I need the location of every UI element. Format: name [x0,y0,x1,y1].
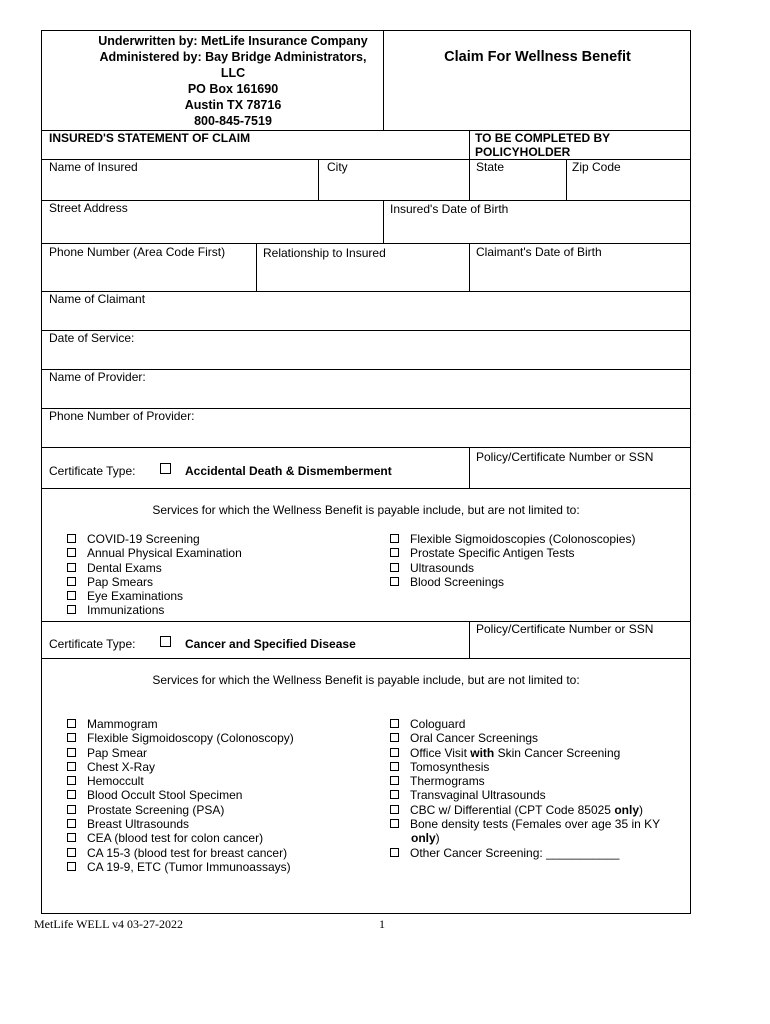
list-item[interactable]: Prostate Screening (PSA) [67,803,294,817]
cancer-disease-checkbox[interactable] [160,636,171,647]
list-item[interactable]: CBC w/ Differential (CPT Code 85025 only) [390,803,660,817]
list-item-continuation: only) [411,831,440,846]
checkbox-icon[interactable] [390,719,399,728]
list-item[interactable]: Prostate Specific Antigen Tests [390,546,635,560]
checkbox-icon[interactable] [67,862,76,871]
checkbox-icon[interactable] [67,605,76,614]
list-item[interactable]: Dental Exams [67,561,242,575]
claimant-dob-field[interactable]: Claimant's Date of Birth [476,245,602,259]
name-of-claimant-field[interactable]: Name of Claimant [49,292,146,306]
phone-text: 800-845-7519 [194,114,272,128]
cancer-disease-label: Cancer and Specified Disease [185,637,356,651]
list-item[interactable]: Annual Physical Examination [67,546,242,560]
date-of-service-field[interactable]: Date of Service: [49,331,135,345]
checkbox-icon[interactable] [390,563,399,572]
policyholder-heading: TO BE COMPLETED BY POLICYHOLDER [475,131,611,159]
po-box-text: PO Box 161690 [187,82,279,96]
list-item[interactable]: Office Visit with Skin Cancer Screening [390,746,660,760]
checkbox-icon[interactable] [390,577,399,586]
checkbox-icon[interactable] [67,577,76,586]
checkbox-icon[interactable] [390,848,399,857]
checkbox-icon[interactable] [390,762,399,771]
list-item[interactable]: COVID-19 Screening [67,532,242,546]
certificate-type-label: Certificate Type: [49,464,136,478]
city-field[interactable]: City [327,160,348,174]
list-item[interactable]: Chest X-Ray [67,760,294,774]
list-item[interactable]: Flexible Sigmoidoscopy (Colonoscopy) [67,731,294,745]
accidental-death-checkbox[interactable] [160,463,171,474]
name-of-insured-field[interactable]: Name of Insured [49,160,138,174]
list-item[interactable]: Cologuard [390,717,660,731]
checkbox-icon[interactable] [390,748,399,757]
phone-of-provider-field[interactable]: Phone Number of Provider: [49,409,195,423]
list-item[interactable]: Immunizations [67,603,242,617]
list-item[interactable]: Bone density tests (Females over age 35 in KY [390,817,660,831]
checkbox-icon[interactable] [67,776,76,785]
city-state-text: Austin TX 78716 [184,98,282,112]
checkbox-icon[interactable] [67,719,76,728]
form-title: Claim For Wellness Benefit [444,49,631,65]
cert1-left-list [67,532,242,618]
checkbox-icon[interactable] [390,790,399,799]
phone-number-field[interactable]: Phone Number (Area Code First) [49,245,226,259]
checkbox-icon[interactable] [67,548,76,557]
street-address-field[interactable]: Street Address [49,201,128,215]
checkbox-icon[interactable] [67,733,76,742]
checkbox-icon[interactable] [67,762,76,771]
checkbox-icon[interactable] [67,534,76,543]
insured-statement-heading: INSURED'S STATEMENT OF CLAIM [49,131,251,145]
list-item[interactable]: Blood Screenings [390,575,635,589]
services-intro-2: Services for which the Wellness Benefit is payable include, but are not limited to: [152,673,580,687]
insured-dob-field[interactable]: Insured's Date of Birth [390,202,509,216]
administered-text: Administered by: Bay Bridge Administrators, [99,50,367,64]
list-item[interactable]: Pap Smear [67,746,294,760]
policy-number-field[interactable]: Policy/Certificate Number or SSN [476,450,654,464]
checkbox-icon[interactable] [67,805,76,814]
services-intro-1: Services for which the Wellness Benefit is payable include, but are not limited to: [152,503,580,517]
checkbox-icon[interactable] [67,790,76,799]
accidental-death-label: Accidental Death & Dismemberment [185,464,392,478]
state-field[interactable]: State [476,160,505,174]
checkbox-icon[interactable] [390,534,399,543]
name-of-provider-field[interactable]: Name of Provider: [49,370,146,384]
list-item[interactable]: Pap Smears [67,575,242,589]
checkbox-icon[interactable] [67,591,76,600]
header-address-block [86,33,380,129]
checkbox-icon[interactable] [67,848,76,857]
page-number: 1 [379,917,385,931]
checkbox-icon[interactable] [67,819,76,828]
list-item[interactable]: Thermograms [390,774,660,788]
footer-version: MetLife WELL v4 03-27-2022 [34,917,183,931]
cert1-right-list [390,532,635,589]
cert2-right-list [390,717,660,860]
list-item[interactable]: Mammogram [67,717,294,731]
checkbox-icon[interactable] [390,805,399,814]
relationship-field[interactable]: Relationship to Insured [263,246,386,260]
checkbox-icon[interactable] [67,748,76,757]
certificate-type-label-2: Certificate Type: [49,637,136,651]
list-item[interactable]: Blood Occult Stool Specimen [67,788,294,802]
policy-number-field-2[interactable]: Policy/Certificate Number or SSN [476,622,654,636]
header-divider [383,30,384,131]
list-item[interactable]: Breast Ultrasounds [67,817,294,831]
list-item[interactable]: Flexible Sigmoidoscopies (Colonoscopies) [390,532,635,546]
list-item[interactable]: Other Cancer Screening: ___________ [390,846,660,860]
list-item[interactable]: Transvaginal Ultrasounds [390,788,660,802]
checkbox-icon[interactable] [390,548,399,557]
checkbox-icon[interactable] [67,833,76,842]
list-item[interactable]: Oral Cancer Screenings [390,731,660,745]
underwritten-text: Underwritten by: MetLife Insurance Company [98,34,368,48]
checkbox-icon[interactable] [390,776,399,785]
list-item[interactable]: Hemoccult [67,774,294,788]
list-item[interactable]: CEA (blood test for colon cancer) [67,831,294,845]
list-item[interactable]: CA 15-3 (blood test for breast cancer) [67,846,294,860]
zip-code-field[interactable]: Zip Code [572,160,621,174]
checkbox-icon[interactable] [390,819,399,828]
checkbox-icon[interactable] [390,733,399,742]
list-item[interactable]: Eye Examinations [67,589,242,603]
administered-text-2: LLC [220,66,246,80]
checkbox-icon[interactable] [67,563,76,572]
list-item[interactable]: CA 19-9, ETC (Tumor Immunoassays) [67,860,294,874]
list-item[interactable]: Ultrasounds [390,561,635,575]
list-item[interactable]: Tomosynthesis [390,760,660,774]
cert2-left-list [67,717,294,874]
